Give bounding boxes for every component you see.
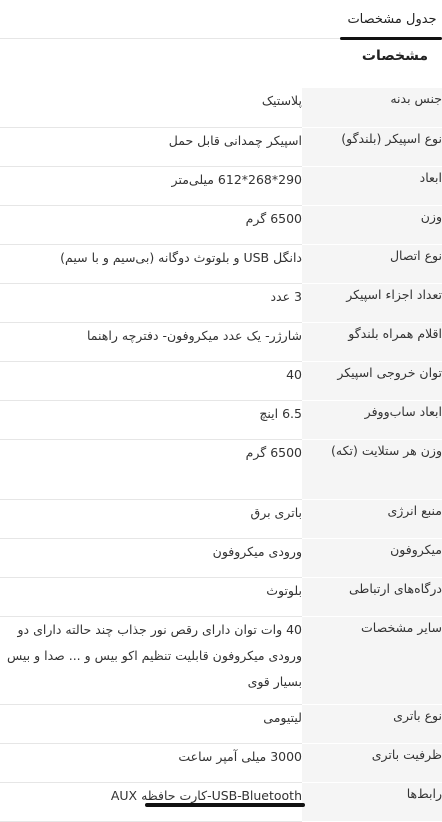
tab-label: جدول مشخصات bbox=[347, 11, 437, 27]
tab-specifications[interactable] bbox=[342, 0, 442, 38]
table-row bbox=[0, 166, 442, 205]
spec-value: پلاستیک bbox=[0, 88, 302, 127]
table-row bbox=[0, 538, 442, 577]
table-row bbox=[0, 244, 442, 283]
spec-key: ابعاد bbox=[302, 166, 442, 205]
tab-bar bbox=[0, 0, 442, 39]
spec-value: شارژر- یک عدد میکروفون- دفترچه راهنما bbox=[0, 322, 302, 361]
table-row bbox=[0, 782, 442, 821]
spec-value: USB-Bluetooth-کارت حافظه AUX bbox=[0, 782, 302, 821]
spec-value: بلوتوث bbox=[0, 577, 302, 616]
table-row bbox=[0, 400, 442, 439]
spec-key: منبع انرژی bbox=[302, 499, 442, 538]
table-row bbox=[0, 361, 442, 400]
spec-value: 6500 گرم bbox=[0, 205, 302, 244]
spec-key: وزن هر ستلایت (تکه) bbox=[302, 439, 442, 499]
section-title: مشخصات bbox=[361, 48, 428, 64]
table-row bbox=[0, 439, 442, 499]
table-row bbox=[0, 127, 442, 166]
spec-key: ظرفیت باتری bbox=[302, 743, 442, 782]
table-row bbox=[0, 704, 442, 743]
spec-key: جنس بدنه bbox=[302, 88, 442, 127]
table-row bbox=[0, 205, 442, 244]
spec-value: اسپیکر چمدانی قابل حمل bbox=[0, 127, 302, 166]
spec-key: نوع اسپیکر (بلندگو) bbox=[302, 127, 442, 166]
spec-value: 6500 گرم bbox=[0, 439, 302, 499]
spec-value: 3000 میلی آمپر ساعت bbox=[0, 743, 302, 782]
spec-key: اقلام همراه بلندگو bbox=[302, 322, 442, 361]
spec-key: درگاه‌های ارتباطی bbox=[302, 577, 442, 616]
spec-value: دانگل USB و بلوتوث دوگانه (بی‌سیم و با سیم) bbox=[0, 244, 302, 283]
table-row bbox=[0, 577, 442, 616]
table-row bbox=[0, 88, 442, 127]
spec-key: رابط‌ها bbox=[302, 782, 442, 821]
spec-value: 290*268*612 میلی‌متر bbox=[0, 166, 302, 205]
spec-key: ابعاد ساب‌ووفر bbox=[302, 400, 442, 439]
spec-key: وزن bbox=[302, 205, 442, 244]
spec-value: 3 عدد bbox=[0, 283, 302, 322]
spec-key: نوع اتصال bbox=[302, 244, 442, 283]
spec-key: نوع باتری bbox=[302, 704, 442, 743]
spec-value: باتری برق bbox=[0, 499, 302, 538]
spec-value: لیتیومی bbox=[0, 704, 302, 743]
spec-key: توان خروجی اسپیکر bbox=[302, 361, 442, 400]
spec-key: سایر مشخصات bbox=[302, 616, 442, 704]
specs-table bbox=[0, 88, 442, 822]
active-tab-indicator bbox=[340, 37, 442, 40]
table-row bbox=[0, 743, 442, 782]
spec-value: 6.5 اینچ bbox=[0, 400, 302, 439]
redaction-mark bbox=[145, 803, 305, 807]
spec-key: میکروفون bbox=[302, 538, 442, 577]
table-row bbox=[0, 616, 442, 704]
table-row bbox=[0, 322, 442, 361]
spec-value: ورودی میکروفون bbox=[0, 538, 302, 577]
spec-key: تعداد اجزاء اسپیکر bbox=[302, 283, 442, 322]
spec-value: 40 وات توان دارای رقص نور جذاب چند حالته دارای دو ورودی میکروفون قابلیت تنظیم اکو بیس و ... صدا و بیس بسیار قوی bbox=[0, 616, 302, 704]
table-row bbox=[0, 283, 442, 322]
spec-value: 40 bbox=[0, 361, 302, 400]
table-row bbox=[0, 499, 442, 538]
